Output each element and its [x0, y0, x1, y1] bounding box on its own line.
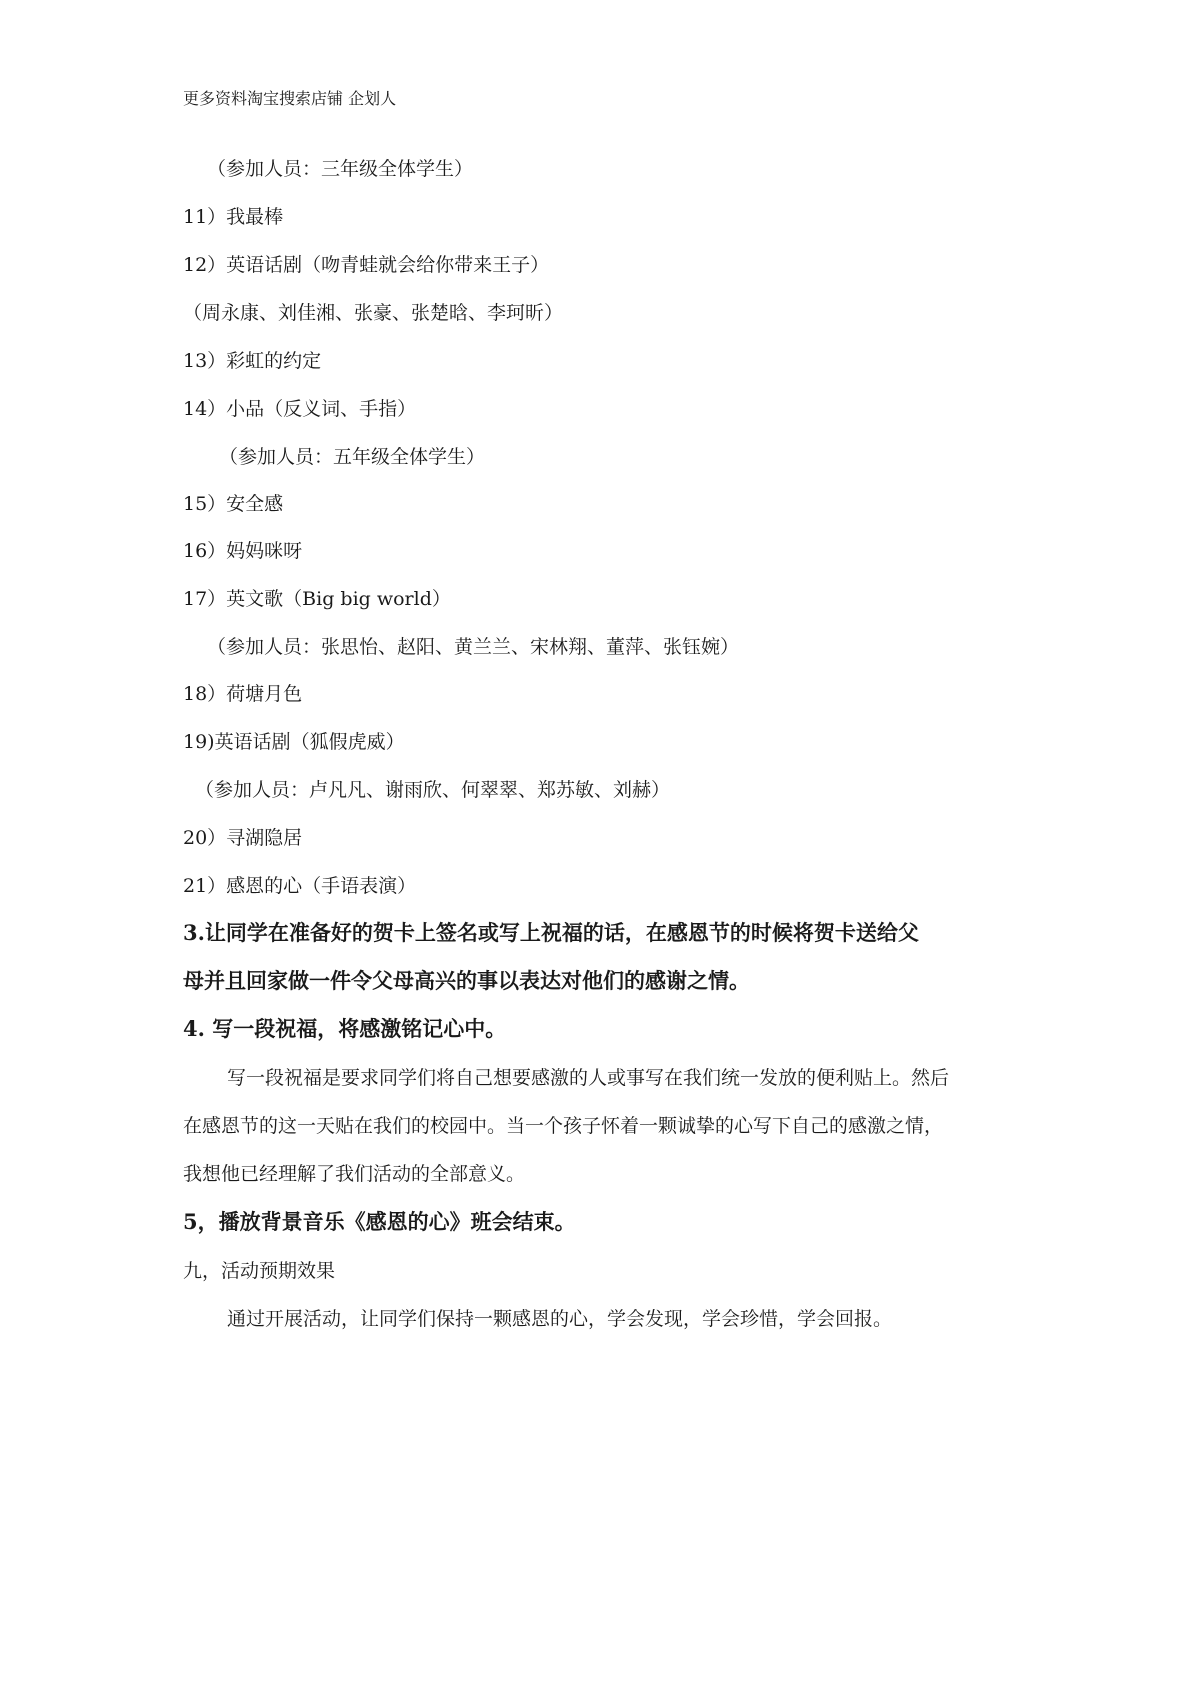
program-item: 21）感恩的心（手语表演） — [183, 875, 417, 897]
program-item: 20）寻湖隐居 — [183, 827, 303, 849]
program-item: 13）彩虹的约定 — [183, 350, 322, 372]
participants-note: （参加人员：五年级全体学生） — [219, 446, 486, 468]
program-item: 19)英语话剧（狐假虎威） — [183, 731, 405, 753]
program-item: 18）荷塘月色 — [183, 683, 303, 705]
section-9-paragraph: 通过开展活动，让同学们保持一颗感恩的心，学会发现，学会珍惜，学会回报。 — [227, 1308, 893, 1330]
program-item: 14）小品（反义词、手指） — [183, 398, 417, 420]
page-header: 更多资料淘宝搜索店铺 企划人 — [183, 89, 397, 108]
program-item: 15）安全感 — [183, 493, 284, 515]
section-4-paragraph-line: 在感恩节的这一天贴在我们的校园中。当一个孩子怀着一颗诚挚的心写下自己的感激之情， — [183, 1115, 944, 1137]
participants-note: （参加人员：卢凡凡、谢雨欣、何翠翠、郑苏敏、刘赫） — [195, 779, 671, 801]
section-5-heading: 5，播放背景音乐《感恩的心》班会结束。 — [183, 1209, 576, 1234]
section-4-paragraph-line: 我想他已经理解了我们活动的全部意义。 — [183, 1163, 526, 1185]
participants-note: （周永康、刘佳湘、张豪、张楚晗、李珂昕） — [183, 302, 564, 324]
section-4-heading: 4. 写一段祝福，将感激铭记心中。 — [183, 1016, 507, 1041]
participants-note: （参加人员：张思怡、赵阳、黄兰兰、宋林翔、董萍、张钰婉） — [207, 636, 740, 658]
participants-note: （参加人员：三年级全体学生） — [207, 158, 474, 180]
section-3-line-1: 3.让同学在准备好的贺卡上签名或写上祝福的话，在感恩节的时候将贺卡送给父 — [183, 920, 919, 945]
program-item: 12）英语话剧（吻青蛙就会给你带来王子） — [183, 254, 550, 276]
program-item: 17）英文歌（Big big world） — [183, 588, 451, 610]
section-4-paragraph-line: 写一段祝福是要求同学们将自己想要感激的人或事写在我们统一发放的便利贴上。然后 — [227, 1067, 950, 1089]
section-3-line-2: 母并且回家做一件令父母高兴的事以表达对他们的感谢之情。 — [183, 968, 750, 993]
program-item: 11）我最棒 — [183, 206, 284, 228]
program-item: 16）妈妈咪呀 — [183, 540, 303, 562]
section-9-heading: 九，活动预期效果 — [183, 1260, 336, 1282]
